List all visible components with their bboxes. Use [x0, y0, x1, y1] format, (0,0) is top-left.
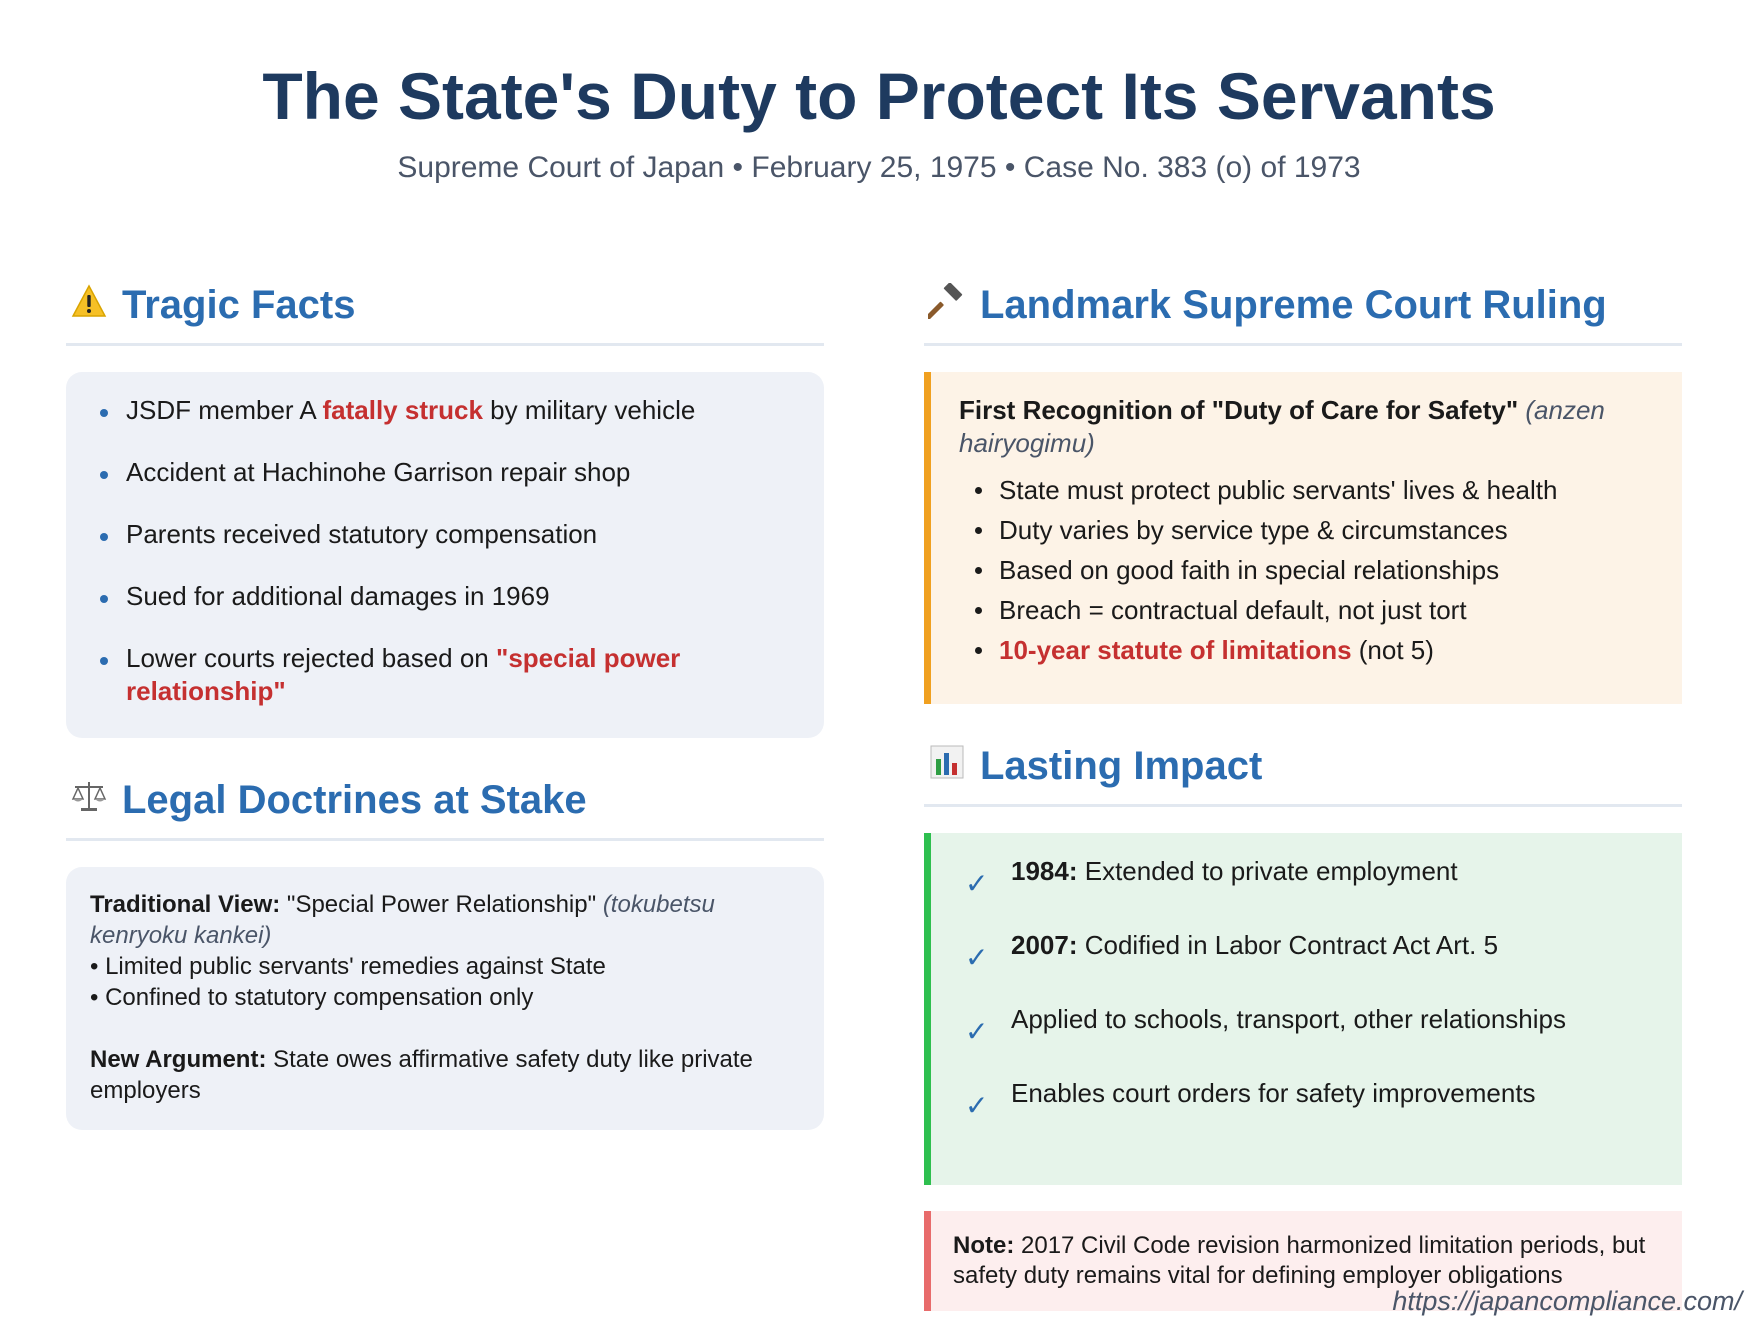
- page-title: The State's Duty to Protect Its Servants: [262, 59, 1496, 133]
- list-item: [959, 630, 1656, 670]
- ruling-text: State must protect public servants' lives & health: [999, 475, 1558, 505]
- new-text: State owes affirmative safety duty like private employers: [90, 1046, 753, 1104]
- list-item: [965, 1003, 1656, 1077]
- impact-year: 1984:: [1011, 856, 1078, 886]
- list-item: [96, 456, 794, 489]
- traditional-label: Traditional View:: [90, 891, 281, 918]
- impact-text: Codified in Labor Contract Act Art. 5: [1077, 930, 1499, 960]
- list-item: [96, 518, 794, 551]
- fact-highlight: fatally struck: [322, 395, 483, 425]
- fact-text: Accident at Hachinohe Garrison repair shop: [126, 457, 631, 487]
- facts-heading: [66, 275, 824, 346]
- ruling-lead-term: (anzen hairyogimu): [959, 395, 1605, 458]
- fact-text: Lower courts rejected based on: [126, 643, 496, 673]
- list-item: [959, 590, 1656, 630]
- page-header: [0, 58, 1758, 186]
- ruling-heading-text: Landmark Supreme Court Ruling: [980, 282, 1607, 327]
- ruling-text: Based on good faith in special relationships: [999, 555, 1500, 585]
- facts-heading-text: Tragic Facts: [122, 282, 356, 327]
- bar-chart-icon: [924, 745, 970, 788]
- doctrine-bullet: • Confined to statutory compensation only: [90, 984, 534, 1011]
- ruling-box: [924, 372, 1682, 704]
- doctrines-heading: [66, 770, 824, 841]
- list-item: [959, 470, 1656, 510]
- traditional-text: "Special Power Relationship": [280, 891, 603, 918]
- traditional-term: (tokubetsu kenryoku kankei): [90, 891, 715, 949]
- ruling-text: Duty varies by service type & circumstances: [999, 515, 1508, 545]
- facts-box: [66, 372, 824, 738]
- impact-heading-text: Lasting Impact: [980, 743, 1263, 788]
- note-text: 2017 Civil Code revision harmonized limitation periods, but safety duty remains vital for defining employer obligations: [953, 1232, 1646, 1289]
- fact-text: JSDF member A: [126, 395, 323, 425]
- list-item: [965, 929, 1656, 1003]
- check-icon: ✓: [965, 942, 989, 973]
- scales-icon: [66, 779, 112, 822]
- warning-icon: [66, 284, 112, 327]
- new-argument: [90, 1044, 800, 1106]
- list-item: [96, 580, 794, 613]
- fact-text: Sued for additional damages in 1969: [126, 581, 550, 611]
- check-icon: ✓: [965, 1016, 989, 1047]
- fact-text: Parents received statutory compensation: [126, 519, 598, 549]
- impact-year: 2007:: [1011, 930, 1078, 960]
- doctrines-box: [66, 867, 824, 1130]
- source-url[interactable]: https://japancompliance.com/: [1392, 1286, 1742, 1316]
- ruling-text: Breach = contractual default, not just tort: [999, 595, 1467, 625]
- ruling-text: (not 5): [1351, 635, 1434, 665]
- traditional-view: [90, 889, 800, 951]
- list-item: [965, 855, 1656, 929]
- fact-highlight: "special power relationship": [126, 643, 681, 706]
- fact-text: by military vehicle: [482, 395, 696, 425]
- hammer-icon: [924, 283, 970, 328]
- impact-box: [924, 833, 1682, 1185]
- check-icon: ✓: [965, 868, 989, 899]
- ruling-heading: [924, 275, 1682, 346]
- right-column: [924, 275, 1682, 1311]
- list-item: [959, 510, 1656, 550]
- impact-text: Enables court orders for safety improvements: [1011, 1078, 1536, 1108]
- doctrines-heading-text: Legal Doctrines at Stake: [122, 777, 587, 822]
- ruling-lead: [959, 394, 1656, 460]
- impact-heading: [924, 736, 1682, 807]
- new-label: New Argument:: [90, 1046, 267, 1073]
- doctrine-bullet: • Limited public servants' remedies against State: [90, 953, 606, 980]
- ruling-highlight: 10-year statute of limitations: [999, 635, 1352, 665]
- impact-text: Extended to private employment: [1077, 856, 1458, 886]
- left-column: [66, 275, 824, 1130]
- check-icon: ✓: [965, 1090, 989, 1121]
- list-item: [965, 1077, 1656, 1151]
- ruling-lead-text: First Recognition of "Duty of Care for Safety": [959, 395, 1519, 425]
- impact-text: Applied to schools, transport, other relationships: [1011, 1004, 1566, 1034]
- list-item: [959, 550, 1656, 590]
- list-item: [96, 642, 794, 708]
- page-subtitle: Supreme Court of Japan • February 25, 1975 • Case No. 383 (o) of 1973: [397, 151, 1361, 184]
- note-label: Note:: [953, 1232, 1015, 1259]
- list-item: [96, 394, 794, 427]
